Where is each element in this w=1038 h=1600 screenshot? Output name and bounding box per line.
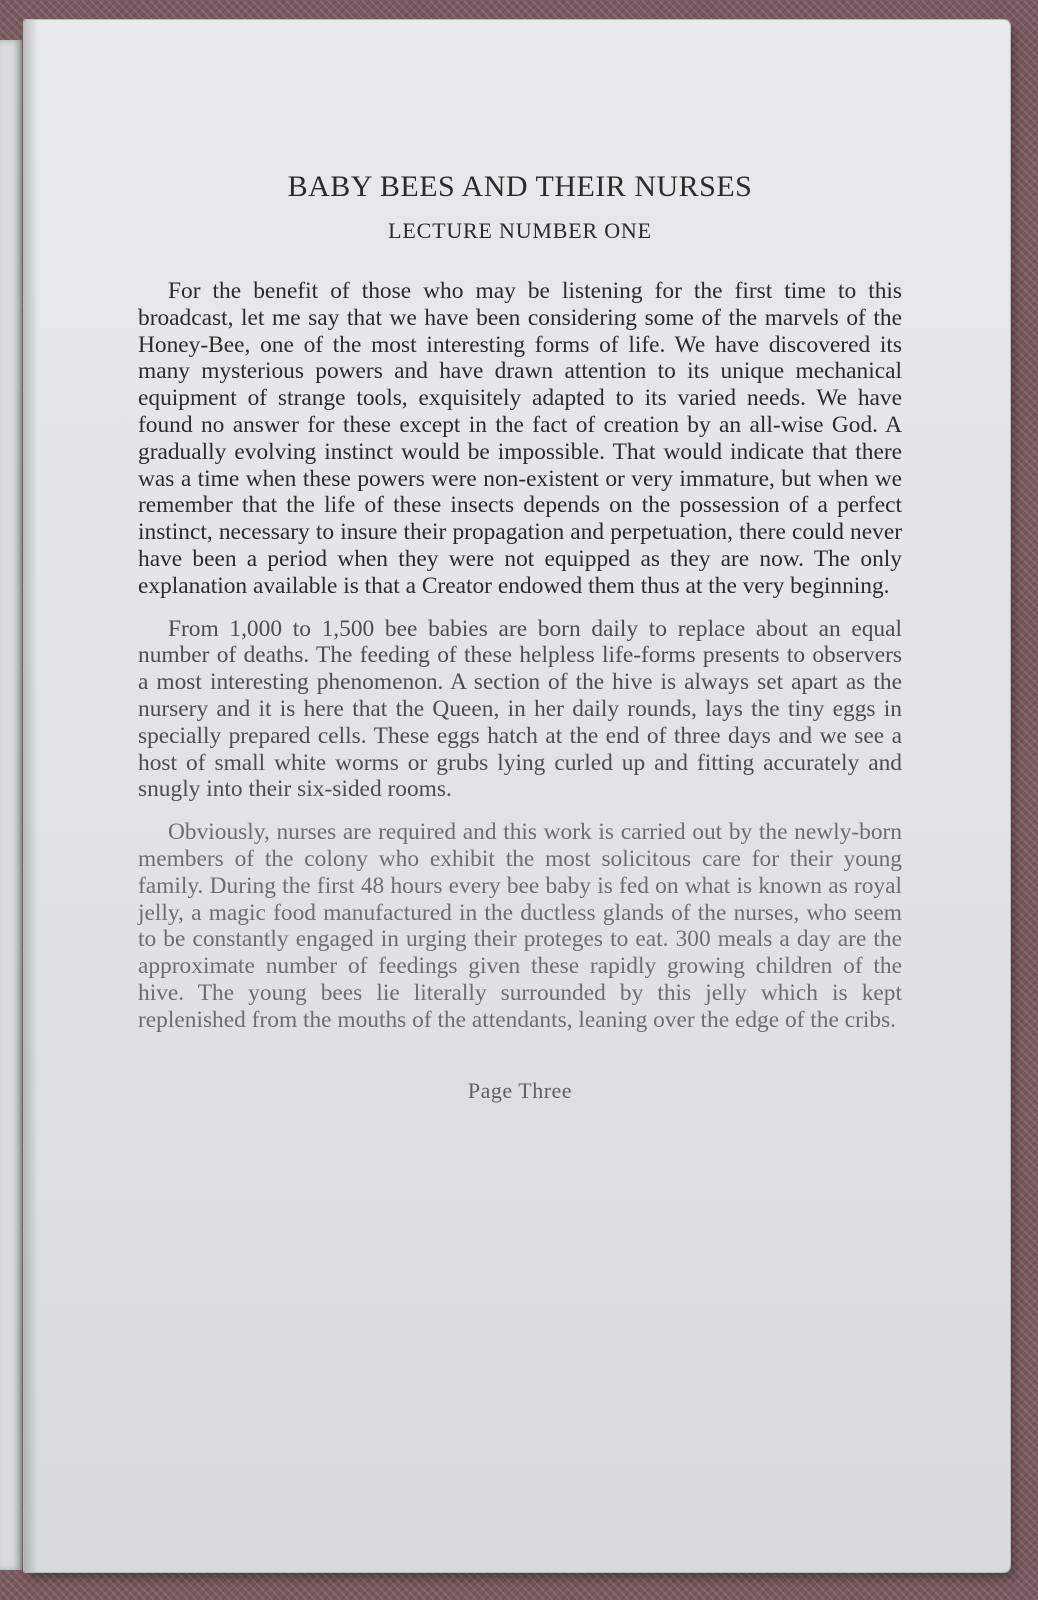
lecture-subtitle: LECTURE NUMBER ONE: [388, 218, 652, 243]
booklet-page: [24, 20, 1010, 1572]
paragraph-2: From 1,000 to 1,500 bee babies are born daily to replace about an equal number of deaths. The feeding of these helpless life-forms presents to observers a most interesting phenomenon. A section of the hive is always set apart as the nursery and it is here that the Queen, in her daily rounds, lays the tiny eggs in specially prepared cells. These eggs hatch at the end of three days and we see a host of small white worms or grubs lying curled up and fitting accurately and snugly into their six-sided rooms.: [138, 615, 902, 803]
facing-page-edge: [0, 40, 22, 1570]
paragraph-1: For the benefit of those who may be listening for the first time to this broadcast, let me say that we have been considering some of the marvels of the Honey-Bee, one of the most interesting forms of life. We have discovered its many mysterious powers and have drawn attention to its unique mechanical equipment of strange tools, exquisitely adapted to its varied needs. We have found no answer for these except in the fact of creation by an all-wise God. A gradually evolving instinct would be impossible. That would indicate that there was a time when these powers were non-existent or very immature, but when we remember that the life of these insects depends on the possession of a perfect instinct, necessary to insure their propagation and perpetuation, there could never have been a period when they were not equipped as they are now. The only explanation available is that a Creator endowed them thus at the very beginning.: [138, 278, 902, 599]
lecture-title: BABY BEES AND THEIR NURSES: [287, 170, 753, 203]
page-number: Page Three: [467, 1077, 573, 1103]
page-content: [138, 170, 902, 1104]
paragraph-3: Obviously, nurses are required and this work is carried out by the newly-born members of the colony who exhibit the most solicitous care for their young family. During the first 48 hours every bee baby is fed on what is known as royal jelly, a magic food manufactured in the ductless glands of the nurses, who seem to be constantly engaged in urging their proteges to eat. 300 meals a day are the approximate number of feedings given these rapidly growing children of the hive. The young bees lie literally surrounded by this jelly which is kept replenished from the mouths of the attendants, leaning over the edge of the cribs.: [138, 819, 902, 1033]
